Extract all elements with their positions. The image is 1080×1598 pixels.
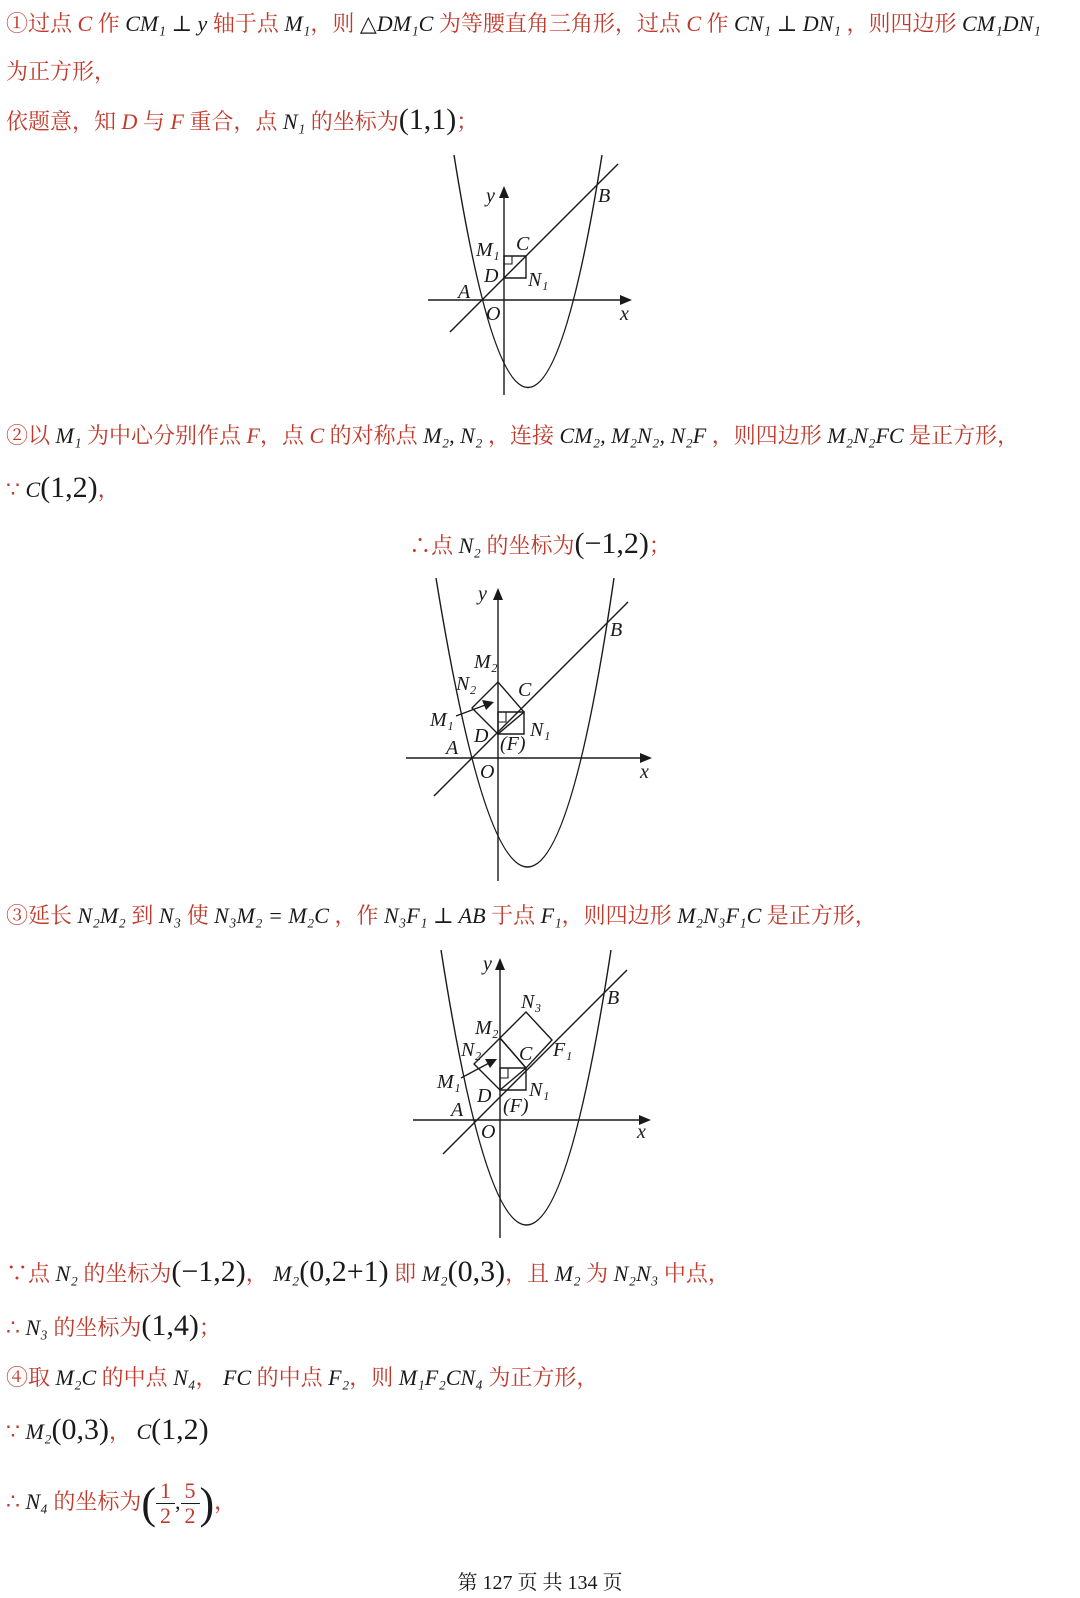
text-segment: ③延长 [6,903,78,928]
fig1-label-d: D [484,265,499,287]
text-segment: M₁ [284,11,311,36]
right-angle-mark [504,256,512,264]
figure-3-parabola-square-n3 [405,948,665,1242]
fig3-label-n1: N₁ [529,1079,550,1101]
text-segment: M₂ [554,1261,581,1286]
text-segment: FC [223,1365,252,1390]
text-segment: 为 [580,1261,614,1286]
fig3-label-a: A [451,1099,464,1121]
text-segment: (1,1) [398,103,457,136]
text-segment: F [246,423,260,448]
text-segment: 使 [181,903,215,928]
figure-1-parabola-square-n1 [420,150,640,400]
n4-prefix: ∴ [6,1489,26,1514]
text-segment: 为正方形， [482,1365,599,1390]
text-segment: F₁ [540,903,562,928]
text-line-4 [6,420,1019,452]
text-line-1 [6,8,1041,40]
fig3-label-c: C [519,1043,533,1065]
text-segment: △DM₁C [359,11,434,36]
fig3-label-n3: N₃ [521,991,542,1013]
text-segment: ∵ [6,477,26,502]
text-segment: N₃ [158,903,182,928]
text-line-9 [6,1310,221,1344]
fig2-label-m1: M₁ [430,709,454,731]
text-segment: 作 [701,11,735,36]
n4-end: ， [214,1489,237,1514]
text-segment: 的坐标为 [305,109,399,134]
parabola-curve [436,578,614,867]
text-segment: (−1,2) [171,1255,246,1288]
text-segment: CN₁ ⊥ DN₁ [734,11,841,36]
text-segment: ∴ [6,1315,26,1340]
text-segment: 的坐标为 [77,1261,172,1286]
text-segment: N₂M₂ [77,903,126,928]
text-segment: N₂ [55,1261,78,1286]
text-segment: ， [108,1419,137,1444]
text-segment: M₁F₂CN₄ [398,1365,483,1390]
text-segment: ，则 [310,11,360,36]
text-segment: M₂ [421,1261,448,1286]
text-line-3 [6,104,478,138]
text-segment: (1,2) [151,1413,209,1446]
text-segment: 于点 [485,903,541,928]
y-axis-arrow [499,186,509,198]
fig1-label-y: y [486,185,495,207]
fig3-label-b: B [607,987,620,1009]
text-segment: N₃M₂ = M₂C [214,903,329,928]
text-segment: 与 [137,109,171,134]
text-segment: 到 [125,903,159,928]
m1-pointer-arrow [485,1059,497,1068]
fig3-label-n2: N₂ [461,1039,482,1061]
fraction-5-2: $\frac{5}{2}$ [181,1479,200,1528]
text-segment: M₁ [55,423,82,448]
text-segment: ，点 [259,423,310,448]
right-angle-mark [498,712,506,722]
y-axis-arrow [495,958,505,970]
text-segment: M₂N₃F₁C [677,903,762,928]
text-segment: ，则四边形 [840,11,962,36]
text-segment: M₂ [25,1419,52,1444]
fig1-label-c: C [516,233,530,255]
text-segment: ∵ [6,1419,26,1444]
fig2-label-n1: N₁ [530,719,551,741]
text-segment: 为正方形， [6,59,117,84]
text-segment: C [25,477,41,502]
fig1-label-o: O [486,303,501,325]
text-segment: ，连接 [482,423,560,448]
fig1-label-n1: N₁ [528,269,549,291]
text-segment: 为等腰直角三角形，过点 [433,11,687,36]
text-segment: N₂ [458,533,481,558]
text-segment: ①过点 [6,11,78,36]
text-segment: ； [198,1315,221,1340]
text-segment: D [121,109,138,134]
fig2-label-b: B [610,619,623,641]
text-segment: ； [648,533,671,558]
text-segment: (1,4) [141,1309,199,1342]
text-segment: C [686,11,702,36]
fig2-label-f: (F) [500,733,526,755]
fig3-label-d: D [477,1085,492,1107]
text-segment: N₂N₃ [613,1261,659,1286]
fig2-label-y: y [478,583,487,605]
fig1-label-b: B [598,185,611,207]
text-segment: 的对称点 [324,423,424,448]
text-segment: (0,3) [447,1255,506,1288]
text-segment: 的坐标为 [480,533,575,558]
text-segment: 即 [388,1261,422,1286]
text-segment: 的坐标为 [47,1315,142,1340]
text-segment: C [309,423,325,448]
n4-text: 的坐标为 [47,1489,142,1514]
fig3-label-y: y [483,953,492,975]
page-footer: 第 127 页 共 134 页 [457,1572,623,1594]
fig2-label-c: C [518,679,532,701]
fig1-label-m1: M₁ [476,239,500,261]
text-segment: 的中点 [251,1365,329,1390]
text-segment: 的中点 [96,1365,174,1390]
fig3-label-f1: F₁ [553,1039,573,1061]
y-axis-arrow [493,588,503,600]
text-segment: 是正方形， [903,423,1020,448]
text-segment: CM₂, M₂N₂, N₂F [559,423,707,448]
fig2-label-m2: M₂ [474,651,498,673]
text-segment: C [77,11,93,36]
text-segment: 作 [92,11,126,36]
fig3-label-m2: M₂ [475,1017,499,1039]
text-segment: N₄ [173,1365,196,1390]
text-segment: N₁ [282,109,306,134]
fig2-label-d: D [474,725,489,747]
figure-2-parabola-square-n2 [400,576,660,886]
figure-3-svg [405,948,665,1242]
fig3-label-o: O [481,1121,496,1143]
right-angle-mark [500,1068,508,1078]
text-segment: ④取 [6,1365,56,1390]
text-line-2 [6,56,116,88]
text-segment: 中点， [658,1261,730,1286]
text-segment: ， [97,477,120,502]
text-line-10 [6,1362,598,1394]
text-segment: M₂ [273,1261,300,1286]
text-segment: N₃ [25,1315,48,1340]
text-segment: M₂C [55,1365,97,1390]
text-segment: M₂, N₂ [423,423,483,448]
text-segment: F [170,109,184,134]
text-line-12-n4-coordinates [6,1474,236,1532]
text-segment: (0,2+1) [299,1255,389,1288]
fig3-label-m1: M₁ [437,1071,461,1093]
text-segment: 为中心分别作点 [81,423,247,448]
text-segment: 轴于点 [207,11,285,36]
fig2-label-a: A [446,737,459,759]
figure-2-svg [400,576,660,886]
text-segment: ②以 [6,423,56,448]
text-segment: ∵点 [6,1261,56,1286]
text-segment: C [136,1419,152,1444]
fig2-label-x: x [640,761,649,783]
n4-point: N₄ [25,1489,48,1514]
text-segment: F₂ [328,1365,350,1390]
text-line-5 [6,472,120,506]
fig1-label-x: x [620,303,629,325]
text-segment: ，作 [328,903,384,928]
text-segment: (1,2) [40,471,98,504]
figure-1-svg [420,150,640,400]
text-segment: 重合，点 [183,109,283,134]
fig2-label-n2: N₂ [456,673,477,695]
text-line-11 [6,1414,209,1448]
text-segment: ； [456,109,479,134]
text-segment: ，且 [505,1261,555,1286]
text-segment: CM₁ ⊥ y [125,11,208,36]
text-segment: N₃F₁ ⊥ AB [383,903,486,928]
text-segment: ，则四边形 [706,423,828,448]
text-segment: ， [245,1261,274,1286]
text-segment: (−1,2) [574,527,649,560]
text-segment: CM₁DN₁ [961,11,1041,36]
text-segment: 是正方形， [761,903,877,928]
text-line-6 [0,528,1080,562]
fig3-label-f: (F) [503,1095,529,1117]
fig3-label-x: x [637,1121,646,1143]
text-segment: ，则 [349,1365,399,1390]
text-segment: ， [195,1365,224,1390]
text-segment: M₂N₂FC [827,423,904,448]
fraction-1-2-a: $\frac{1}{2}$ [156,1479,175,1528]
text-line-7 [6,900,877,932]
text-segment: ，则四边形 [561,903,678,928]
n4-coordinate-fraction: ( $\frac{1}{2}$ , $\frac{5}{2}$ ) [141,1478,215,1529]
fig2-label-o: O [480,761,495,783]
text-segment: ∴点 [409,533,459,558]
fig1-label-a: A [458,281,471,303]
text-segment: 依题意，知 [6,109,122,134]
text-segment: (0,3) [51,1413,109,1446]
text-line-8 [6,1256,730,1290]
